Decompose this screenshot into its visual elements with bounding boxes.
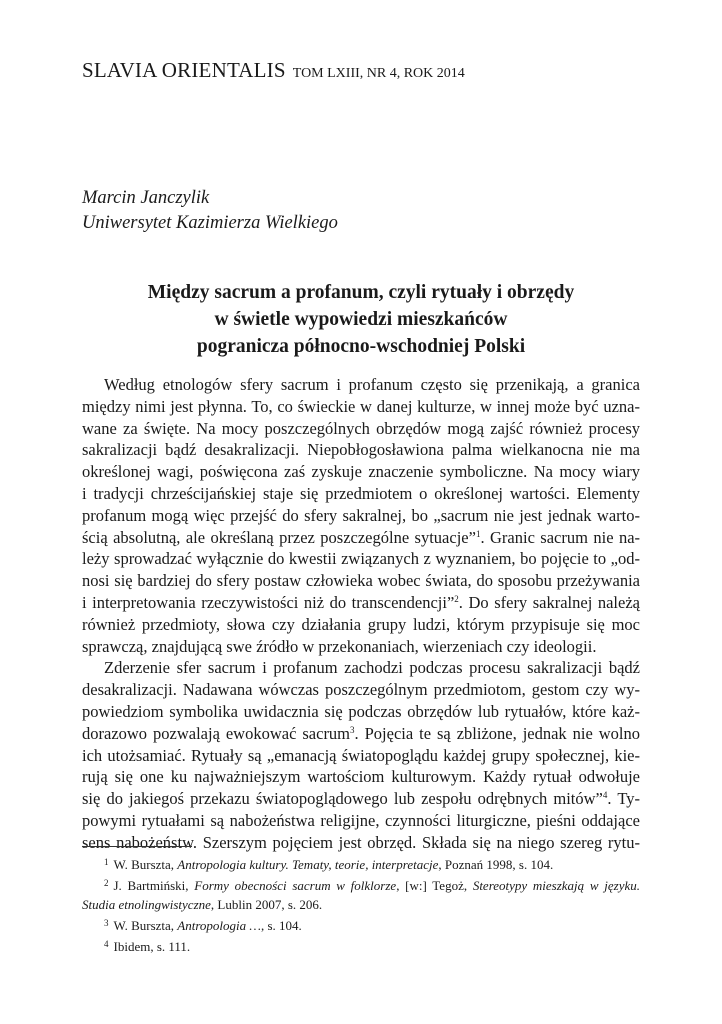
text-line: określonej wagi, poświęcona zaś zyskuje znaczenie symboliczne. Na mocy wiary bbox=[82, 462, 640, 482]
paragraph bbox=[82, 374, 640, 657]
text-segment: . Ty- bbox=[607, 789, 641, 809]
footnote bbox=[82, 853, 640, 874]
text-line bbox=[82, 788, 640, 810]
footnote bbox=[82, 935, 640, 956]
footnote-text: Ibidem, s. 111. bbox=[113, 939, 191, 954]
footnote-ref[interactable]: 2 bbox=[454, 593, 459, 604]
journal-name: SLAVIA ORIENTALIS bbox=[82, 58, 286, 82]
footnote-title: Formy obecności sacrum w folklorze bbox=[194, 878, 397, 893]
text-line bbox=[82, 527, 640, 549]
text-line: i tradycji chrześcijańskiej staje się przedmiotem o określonej wartości. Elementy bbox=[82, 483, 640, 503]
text-line: sprawczą, znajdującą swe źródło w przekonaniach, wierzeniach czy ideologii. bbox=[82, 636, 597, 656]
text-segment: . Granic sacrum nie na- bbox=[480, 527, 641, 547]
text-segment: ścią absolutną, ale określaną przez poszczególne sytuacje” bbox=[82, 527, 476, 547]
footnote bbox=[82, 914, 640, 935]
text-line: między nimi jest płynna. To, co świeckie w danej kulturze, w innej może być uzna- bbox=[82, 396, 640, 416]
footnote-title: Antropologia kultury. Tematy, teorie, interpretacje bbox=[177, 857, 439, 872]
footnote bbox=[82, 874, 640, 895]
text-line: sakralizacji bądź desakralizacji. Niepobłogosławiona palma wielkanocna nie ma bbox=[82, 440, 640, 460]
text-line: leży sprowadzać wyłącznie do kwestii związanych z wyznaniem, bo pojęcie to „od- bbox=[82, 549, 640, 569]
author-block bbox=[82, 186, 338, 236]
text-line: ich utożsamiać. Rytuały są „emanacją światopoglądu każdej grupy społecznej, kie- bbox=[82, 745, 640, 765]
footnote-text: , s. 104. bbox=[260, 918, 302, 933]
title-line: w świetle wypowiedzi mieszkańców bbox=[214, 309, 508, 330]
footnote-continuation bbox=[82, 895, 640, 914]
journal-volume: TOM LXIII, NR 4, ROK 2014 bbox=[292, 66, 465, 81]
footnote-number: 3 bbox=[104, 918, 109, 928]
text-line: powiedziom symbolika uwidacznia się podczas obrzędów lub rytuałów, które każ- bbox=[82, 701, 640, 721]
text-segment: dorazowo pozwalają ewokować sacrum bbox=[82, 723, 351, 743]
text-segment: i interpretowania rzeczywistości niż do transcendencji” bbox=[82, 592, 455, 612]
footnote-divider bbox=[82, 846, 192, 847]
author-name: Marcin Janczylik bbox=[82, 188, 210, 208]
article-title bbox=[82, 279, 640, 360]
text-segment: . Pojęcia te są zbliżone, jednak nie wolno bbox=[354, 723, 641, 743]
footnote-number: 1 bbox=[104, 857, 109, 867]
paragraph bbox=[82, 657, 640, 853]
text-line: również przedmioty, słowa czy działania grupy ludzi, którym przypisuje się moc bbox=[82, 614, 640, 634]
text-segment: . Do sfery sakralnej należą bbox=[458, 592, 640, 612]
text-line: powymi rytuałami są nabożeństwa religijne, czynności liturgiczne, pieśni oddające bbox=[82, 810, 640, 830]
text-line: nosi się bardziej do sfery postaw człowieka wobec świata, do sposobu przeżywania bbox=[82, 571, 640, 591]
footnote-number: 2 bbox=[104, 878, 109, 888]
footnote-text: , Poznań 1998, s. 104. bbox=[438, 857, 554, 872]
footnote-title: Stereotypy mieszkają w języku. bbox=[472, 878, 640, 893]
text-segment: się do jakiegoś przekazu światopoglądowego lub zespołu odrębnych mitów” bbox=[82, 789, 603, 809]
footnote-text: , Lublin 2007, s. 206. bbox=[210, 897, 323, 912]
footnote-title: Antropologia … bbox=[177, 918, 261, 933]
footnote-text: W. Burszta, bbox=[113, 857, 178, 872]
text-line: rują się one ku najważniejszym wartościom kulturowym. Każdy rytuał odwołuje bbox=[82, 767, 640, 787]
text-line bbox=[82, 723, 640, 745]
text-line: Zderzenie sfer sacrum i profanum zachodzi podczas procesu sakralizacji bądź bbox=[104, 658, 640, 678]
footnote-text: J. Bartmiński, bbox=[113, 878, 195, 893]
title-line: pogranicza północno-wschodniej Polski bbox=[196, 336, 526, 357]
text-line: wane za święte. Na mocy poszczególnych obrzędów mogą zajść również procesy bbox=[82, 418, 640, 438]
footnote-ref[interactable]: 1 bbox=[475, 528, 481, 539]
text-line: Według etnologów sfery sacrum i profanum często się przenikają, a granica bbox=[104, 375, 640, 394]
footnotes bbox=[82, 853, 640, 956]
footnote-number: 4 bbox=[104, 939, 109, 949]
footnote-text: W. Burszta, bbox=[113, 918, 178, 933]
text-line bbox=[82, 592, 640, 614]
footnote-title: Studia etnolingwistyczne bbox=[82, 897, 211, 912]
title-line: Między sacrum a profanum, czyli rytuały i obrzędy bbox=[147, 282, 575, 303]
article-body bbox=[82, 374, 640, 854]
footnote-ref[interactable]: 3 bbox=[350, 724, 355, 735]
footnote-ref[interactable]: 4 bbox=[602, 790, 608, 801]
footnote-text: , [w:] Tegoż, bbox=[396, 878, 473, 893]
text-line: profanum mogą więc przejść do sfery sakralnej, bo „sacrum nie jest jednak warto- bbox=[82, 505, 640, 525]
journal-header bbox=[82, 58, 465, 83]
author-affiliation: Uniwersytet Kazimierza Wielkiego bbox=[82, 213, 338, 233]
text-line: sens nabożeństw. Szerszym pojęciem jest obrzęd. Składa się na niego szereg rytu- bbox=[82, 832, 640, 852]
text-line: desakralizacji. Nadawana wówczas poszczególnym przedmiotom, gestom czy wy- bbox=[82, 680, 640, 700]
